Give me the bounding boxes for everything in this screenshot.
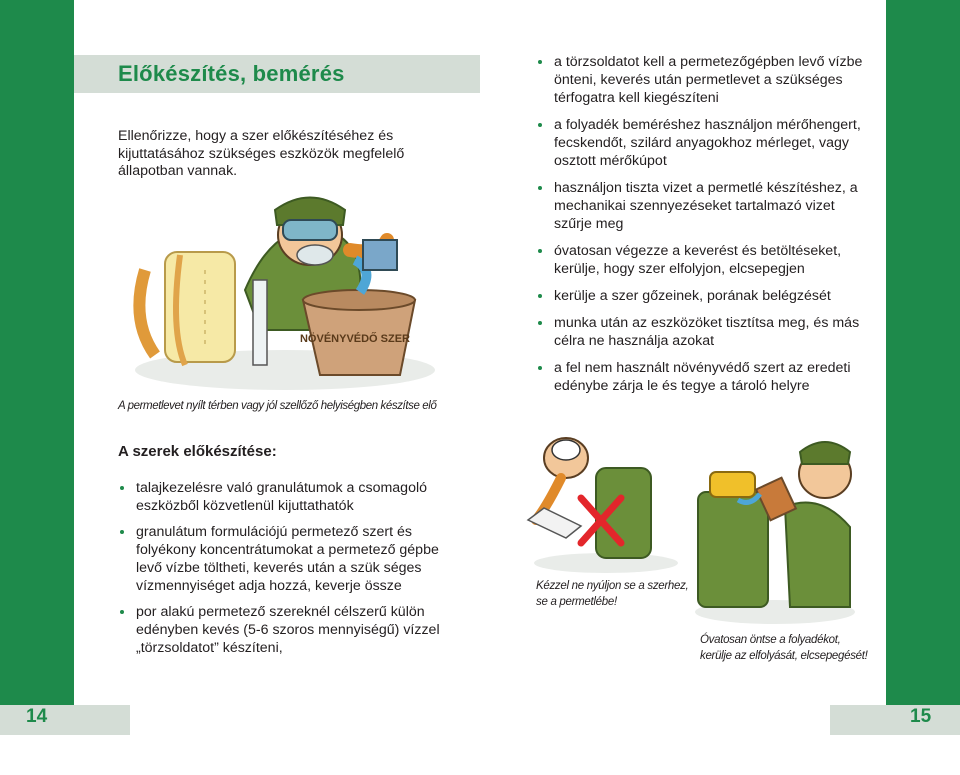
list-item: a fel nem használt növényvédő szert az eredeti edénybe zárja le és tegye a tároló helyre bbox=[536, 359, 866, 395]
right-margin-bar bbox=[886, 0, 960, 705]
caption-pouring: Óvatosan öntse a folyadékot, kerülje az elfolyását, elcsepegését! bbox=[700, 634, 868, 662]
no-hands-illustration bbox=[526, 428, 686, 576]
mixing-illustration bbox=[125, 180, 440, 395]
backpack-sprayer-icon bbox=[139, 252, 235, 365]
list-item: kerülje a szer gőzeinek, porának belégzését bbox=[536, 287, 866, 305]
page-number-right: 15 bbox=[910, 706, 932, 727]
list-item: talajkezelésre való granulátumok a csomagoló eszközből közvetlenül kijuttathatók bbox=[118, 479, 463, 515]
left-margin-bar bbox=[0, 0, 74, 705]
list-item: munka után az eszközöket tisztítsa meg, és más célra ne használja azokat bbox=[536, 314, 866, 350]
caption-no-hands: Kézzel ne nyúljon se a szerhez, se a permetlébe! bbox=[536, 580, 689, 608]
list-item: granulátum formulációjú permetező szert és folyékony koncentrátumokat a permetező gépbe levő vízbe töltheti, keverés után a szük séges vízmennyiséget adja hozzá, keverje össze bbox=[118, 523, 463, 595]
guidelines-list bbox=[536, 53, 866, 404]
preparation-list bbox=[118, 479, 463, 665]
list-item: por alakú permetező szereknél célszerű külön edényben kevés (5-6 szoros mennyiségű) vízzel „törzsoldatot” készíteni, bbox=[118, 603, 463, 657]
list-item: használjon tiszta vizet a permetlé készítéshez, a mechanikai szennyezéseket tartalmazó vizet szűrje meg bbox=[536, 179, 866, 233]
page-number-strip-left bbox=[0, 705, 130, 735]
list-item: a törzsoldatot kell a permetezőgépben levő vízbe önteni, keverés után permetlevet a szükséges térfogatra kell kiegészíteni bbox=[536, 53, 866, 107]
page-number-strip-right bbox=[830, 705, 960, 735]
page-title: Előkészítés, bemérés bbox=[118, 61, 345, 86]
pouring-illustration bbox=[690, 432, 860, 627]
illustration-caption: A permetlevet nyílt térben vagy jól szellőző helyiségben készítse elő bbox=[118, 400, 437, 412]
list-item: a folyadék beméréshez használjon mérőhengert, fecskendőt, szilárd anyagokhoz mérleget, vagy osztott mérőkúpot bbox=[536, 116, 866, 170]
section-heading: A szerek előkészítése: bbox=[118, 443, 277, 460]
list-item: óvatosan végezze a keverést és betöltéseket, kerülje, hogy szer elfolyjon, elcsepegjen bbox=[536, 242, 866, 278]
page-number-left: 14 bbox=[26, 706, 48, 727]
bucket-label: NÖVÉNYVÉDŐ SZER bbox=[299, 333, 411, 345]
intro-text: Ellenőrizze, hogy a szer előkészítéséhez és kijuttatásához szükséges eszközök megfelelő állapotban vannak. bbox=[118, 128, 405, 179]
